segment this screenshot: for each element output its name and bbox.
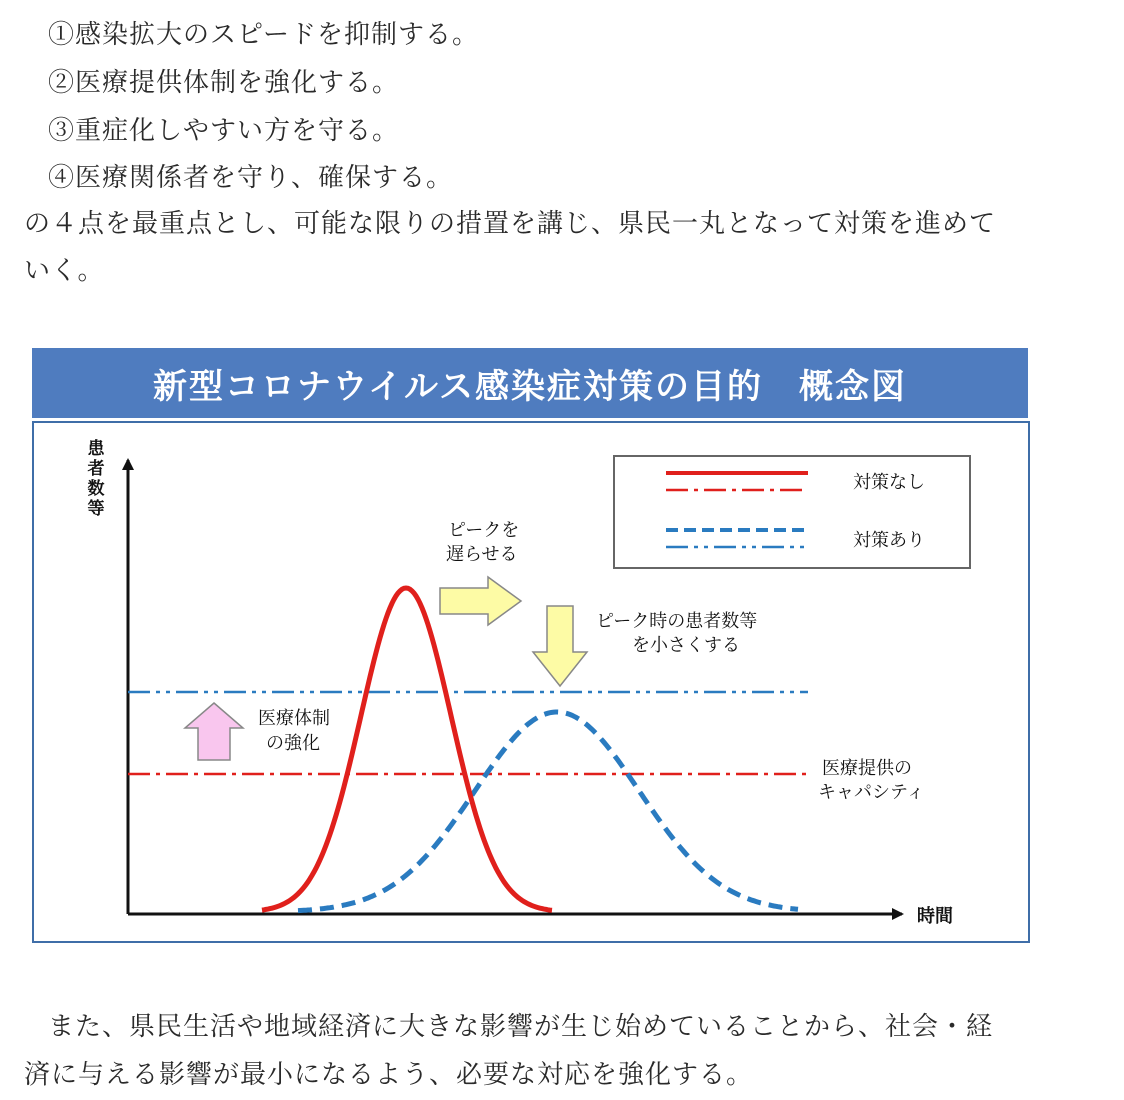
- y-axis-label: [88, 438, 106, 519]
- banner-title: 新型コロナウイルス感染症対策の目的 概念図: [153, 367, 907, 407]
- doc-line-6: いく。: [24, 256, 105, 286]
- annotation-strengthen-2: の強化: [266, 733, 320, 754]
- legend-label-no-measures: 対策なし: [853, 472, 925, 493]
- doc-line-2: ②医療提供体制を強化する。: [48, 68, 400, 98]
- svg-text:者: 者: [87, 459, 105, 479]
- annotation-reduce-peak-2: を小さくする: [632, 635, 740, 656]
- doc-line-1: ①感染拡大のスピードを抑制する。: [48, 20, 479, 50]
- annotation-delay-peak-2: 遅らせる: [446, 544, 518, 565]
- x-axis-label: 時間: [917, 906, 953, 927]
- svg-text:数: 数: [87, 479, 105, 499]
- doc-line-3: ③重症化しやすい方を守る。: [48, 116, 400, 146]
- annotation-reduce-peak-1: ピーク時の患者数等: [596, 611, 758, 632]
- annotation-capacity-2: キャパシティ: [818, 782, 925, 803]
- doc-line-5: の４点を最重点とし、可能な限りの措置を講じ、県民一丸となって対策を進めて: [24, 209, 997, 239]
- doc-closing-line-1: また、県民生活や地域経済に大きな影響が生じ始めていることから、社会・経: [48, 1012, 994, 1042]
- legend-label-with-measures: 対策あり: [853, 530, 925, 551]
- annotation-delay-peak-1: ピークを: [448, 520, 520, 541]
- doc-closing-line-2: 済に与える影響が最小になるよう、必要な対応を強化する。: [24, 1060, 754, 1090]
- doc-line-4: ④医療関係者を守り、確保する。: [48, 163, 454, 193]
- annotation-strengthen-1: 医療体制: [258, 708, 330, 729]
- svg-text:患: 患: [87, 439, 105, 459]
- annotation-capacity-1: 医療提供の: [822, 758, 912, 779]
- svg-text:等: 等: [87, 499, 105, 519]
